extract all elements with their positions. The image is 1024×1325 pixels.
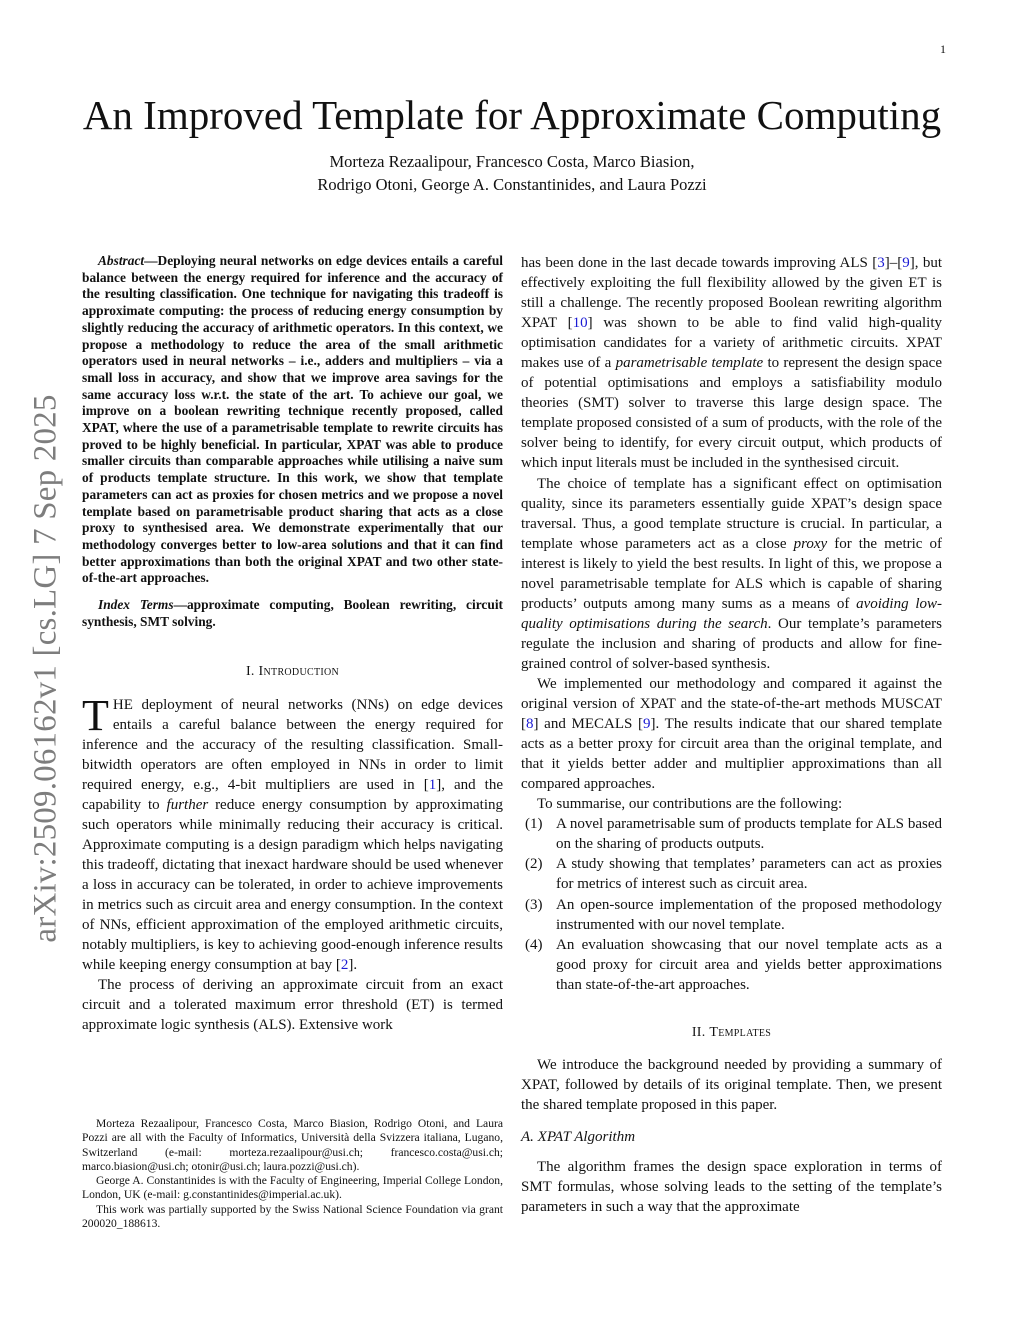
citation-link[interactable]: 1 [428, 776, 437, 793]
drop-cap: T [82, 690, 109, 740]
templates-paragraph-1: We introduce the background needed by providing a summary of XPAT, followed by details of its original template. Then, we present the shared template proposed in this paper. [521, 1056, 942, 1113]
abstract [82, 253, 503, 587]
footnote-affiliation-usi: Morteza Rezaalipour, Francesco Costa, Marco Biasion, Rodrigo Otoni, and Laura Pozzi are all with the Faculty of Informatics, Università della Svizzera italiana, Lugano, Switzerland (e-mail: morteza.rezaalipour@usi.ch; francesco.costa@usi.ch; marco.biasion@usi.ch; otonir@usi.ch; laura.pozzi@usi.ch). [82, 1117, 503, 1173]
footnote-funding: This work was partially supported by the Swiss National Science Foundation via grant 200020_188613. [82, 1202, 503, 1231]
abstract-text: —Deploying neural networks on edge devices entails a careful balance between the energy required for inference and the accuracy of the resulting classification. One technique for navigating this tradeoff is approximate computing: the process of reducing energy consumption by slightly reducing the accuracy of arithmetic operators. In this context, we propose a methodology to reduce the area of the small arithmetic operators used in neural networks – i.e., adders and multipliers – via a small loss in accuracy, and show that we improve area savings for the same accuracy loss w.r.t. the state of the art. To achieve our goal, we improve on a boolean rewriting technique recently proposed, called XPAT, where the use of a parametrisable template to rewrite circuits has proved to be highly beneficial. In particular, XPAT was able to produce smaller circuits than comparable approaches while utilising a naive sum of products template structure. In this work, we show that template parameters can act as proxies for chosen metrics and we propose a novel template based on parametrisable product sharing that acts as a close proxy to synthesised area. We demonstrate experimentally that our methodology converges better to low-area solutions and that it can find better approximations than both the original XPAT and two other state-of-the-art approaches. [82, 253, 503, 586]
intro-paragraph-4: We implemented our methodology and compared it against the original version of XPAT and the state-of-the-art methods MUSCAT [8] and MECALS [9]. The results indicate that our shared template acts as a better proxy for circuit area than the original template, and that it yields better adder and multiplier approximations than all compared approaches. [521, 675, 942, 793]
intro-paragraph-1: THE deployment of neural networks (NNs) on edge devices entails a careful balance between the energy required for inference and the accuracy of the resulting classification. Small-bitwidth operators are often employed in NNs in order to limit required energy, e.g., 4-bit multipliers are used in [1], and the capability to further reduce energy consumption by approximating such operators while minimally reducing their accuracy is critical. Approximate computing is a design paradigm which helps navigating this tradeoff, dictating that inexact hardware should be used whenever a loss in accuracy can be tolerated, in order to achieve improvements in metrics such as circuit area and energy consumption. In the context of NNs, efficient approximation of the employed arithmetic circuits, notably multipliers, is key to achieving good-enough inference results while keeping energy consumption at bay [2]. [82, 690, 503, 974]
section-heading-templates: II. Templates [691, 1024, 772, 1040]
citation-link[interactable]: 10 [572, 315, 588, 332]
citation-link[interactable]: 3 [877, 255, 885, 271]
intro-paragraph-2-continued: has been done in the last decade towards improving ALS [3]–[9], but effectively exploiting the full flexibility allowed by the given ET is still a challenge. The recently proposed Boolean rewriting algorithm XPAT [10] was shown to be able to find valid high-quality optimisation candidates for a variety of arithmetic circuits. XPAT makes use of a parametrisable template to represent the design space of potential optimisations and employs a satisfiability modulo theories (SMT) solver to traverse this large design space. The template proposed consisted of a sum of products, with the role of the solver being to identify, for every circuit output, which products of which input literals must be included in the synthesised circuit. [521, 255, 942, 472]
citation-link[interactable]: 9 [902, 255, 910, 271]
abstract-label: Abstract [98, 253, 145, 268]
page-number: 1 [940, 42, 946, 56]
citation-link[interactable]: 8 [526, 716, 534, 733]
templates-paragraph-2: The algorithm frames the design space exploration in terms of SMT formulas, whose solving leads to the setting of the template’s parameters in such a way that the approximate [521, 1158, 942, 1216]
subsection-heading-xpat-algorithm: A. XPAT Algorithm [521, 1128, 636, 1145]
footnote-affiliation-imperial: George A. Constantinides is with the Faculty of Engineering, Imperial College London, London, UK (e-mail: g.constantinides@imperial.ac.uk). [82, 1174, 503, 1202]
intro-paragraph-3: The choice of template has a significant effect on optimisation quality, since its parameters essentially guide XPAT’s design space traversal. Thus, a good template structure is crucial. In particular, a template whose parameters act as a close proxy for the metric of interest is likely to yield the best results. In light of this, we propose a novel parametrisable template for ALS which is capable of sharing products’ outputs among many sums as a means of avoiding low-quality optimisations during the search. Our template’s parameters regulate the inclusion and sharing of products and allow for fine-grained control of solver-based synthesis. [521, 475, 942, 672]
list-item: (4) An evaluation showcasing that our novel template acts as a good proxy for circuit area and yields better approximations than state-of-the-art approaches. [525, 936, 942, 993]
list-item: (2) A study showing that templates’ parameters can act as proxies for metrics of interest such as circuit area. [525, 856, 942, 893]
citation-link[interactable]: 9 [643, 716, 651, 733]
author-line-2: Rodrigo Otoni, George A. Constantinides, and Laura Pozzi [317, 175, 707, 194]
footnotes [82, 1117, 503, 1231]
contributions-list [521, 814, 942, 994]
arxiv-identifier-stamp: arXiv:2509.06162v1 [cs.LG] 7 Sep 2025 [27, 394, 64, 943]
index-terms-label: Index Terms [98, 597, 174, 613]
list-item: (1) A novel parametrisable sum of products template for ALS based on the sharing of products outputs. [525, 816, 942, 853]
paper-title: An Improved Template for Approximate Computing [82, 92, 942, 138]
citation-link[interactable]: 2 [340, 957, 349, 974]
list-item: (3) An open-source implementation of the proposed methodology instrumented with our novel template. [525, 896, 942, 933]
author-list [100, 150, 924, 196]
index-terms [82, 597, 503, 630]
left-column [82, 253, 503, 1035]
author-line-1: Morteza Rezaalipour, Francesco Costa, Marco Biasion, [329, 152, 695, 171]
section-heading-introduction: I. Introduction [245, 664, 340, 680]
right-column [521, 253, 942, 1217]
index-terms-text: —approximate computing, Boolean rewriting, circuit synthesis, SMT solving. [82, 597, 503, 629]
intro-paragraph-5: To summarise, our contributions are the following: [537, 796, 843, 813]
intro-paragraph-2: The process of deriving an approximate circuit from an exact circuit and a tolerated maximum error threshold (ET) is termed approximate logic synthesis (ALS). Extensive work [82, 977, 503, 1034]
